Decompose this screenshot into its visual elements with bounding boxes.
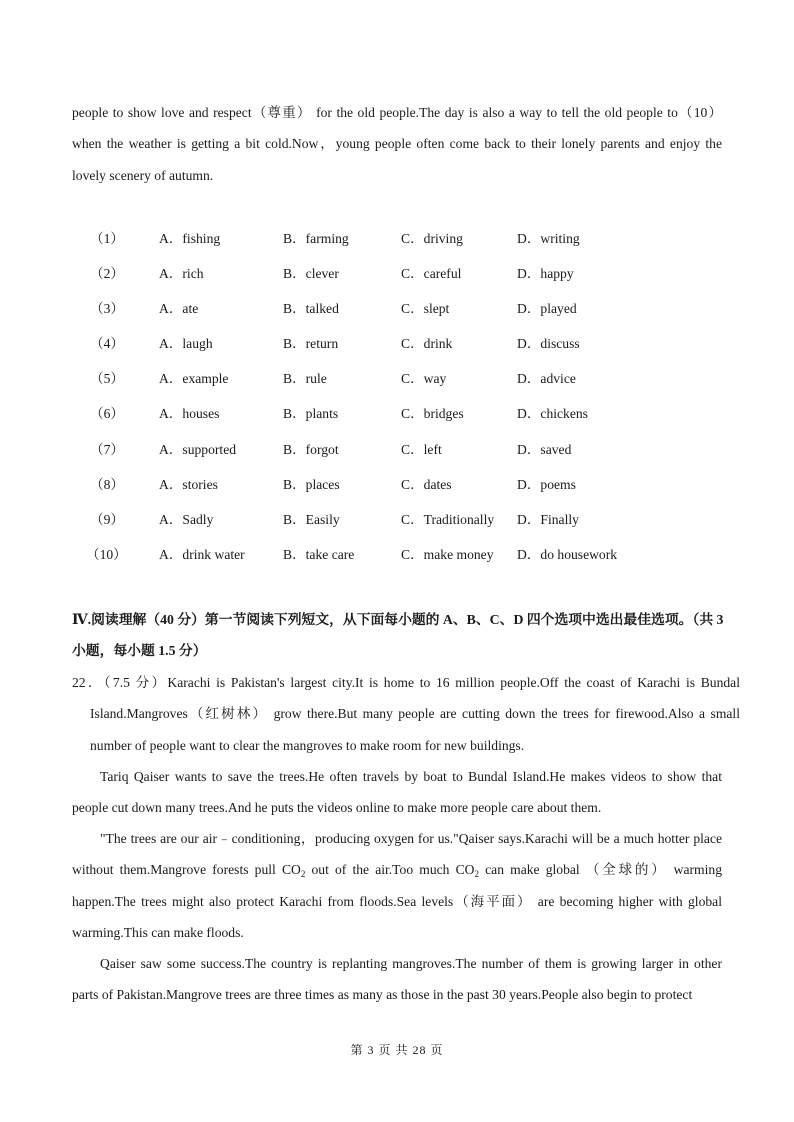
- option-number: （10）: [86, 547, 127, 562]
- option-b: B．Easily: [283, 512, 340, 527]
- page-footer: 第 3 页 共 28 页: [350, 1043, 444, 1057]
- option-number: （5）: [90, 371, 124, 386]
- option-number: （2）: [90, 266, 124, 281]
- option-number: （1）: [90, 231, 124, 246]
- option-b: B．return: [283, 336, 339, 351]
- co2-subscript: 2: [300, 869, 306, 880]
- option-number: （7）: [90, 442, 124, 457]
- option-c: C．way: [401, 371, 447, 386]
- option-d: D．discuss: [517, 336, 580, 351]
- option-b: B．rule: [283, 371, 327, 386]
- option-row-6: [90, 404, 710, 424]
- paragraph-3-text-1: "The trees are our air﹣conditioning，producing oxygen for us."Qaiser says.Karachi will be a much hotter place without them.Mangrove forests pull CO: [72, 831, 722, 878]
- option-c: C．bridges: [401, 406, 464, 421]
- passage-paragraph-4: Qaiser saw some success.The country is replanting mangroves.The number of them is growing larger in other parts of Pakistan.Mangrove trees are three times as many as those in the past 30 years.People also begin to protect: [72, 956, 722, 1003]
- option-d: D．happy: [517, 266, 574, 281]
- option-a: A．rich: [159, 266, 204, 281]
- option-number: （6）: [90, 406, 124, 421]
- option-c: C．drink: [401, 336, 453, 351]
- option-c: C．dates: [401, 477, 452, 492]
- option-b: B．plants: [283, 406, 339, 421]
- option-d: D．chickens: [517, 406, 588, 421]
- option-b: B．talked: [283, 301, 339, 316]
- option-a: A．supported: [159, 442, 237, 457]
- passage-paragraph-2: Tariq Qaiser wants to save the trees.He often travels by boat to Bundal Island.He makes videos to show that people cut down many trees.And he puts the videos online to make more people care about them.: [72, 769, 722, 816]
- intro-paragraph: people to show love and respect（尊重） for the old people.The day is also a way to tell the old people to（10） when the weather is getting a bit cold.Now，young people often come back to their lonely parents and enjoy the lovely scenery of autumn.: [72, 105, 722, 183]
- option-a: A．fishing: [159, 231, 221, 246]
- option-c: C．make money: [401, 547, 494, 562]
- option-c: C．slept: [401, 301, 450, 316]
- question-22-paragraph: 22．（7.5 分）Karachi is Pakistan's largest city.It is home to 16 million people.Off the coast of Karachi is Bundal Island.Mangroves（红树林） grow there.But many people are cutting down the trees for firewood.Also a small number of people want to clear the mangroves to make room for new buildings.: [72, 675, 740, 753]
- paragraph-3-text-2: out of the air.Too much CO: [305, 862, 475, 878]
- option-d: D．played: [517, 301, 577, 316]
- option-b: B．forgot: [283, 442, 339, 457]
- option-a: A．laugh: [159, 336, 213, 351]
- option-d: D．saved: [517, 442, 572, 457]
- option-b: B．farming: [283, 231, 349, 246]
- option-row-1: [90, 229, 710, 249]
- option-number: （4）: [90, 336, 124, 351]
- option-row-2: [90, 264, 710, 284]
- option-c: C．Traditionally: [401, 512, 495, 527]
- option-number: （8）: [90, 477, 124, 492]
- paragraph-3-text-3: can make global （全球的） warming happen.The trees might also protect Karachi from floods.Sea levels（海平面） are becoming higher with global warming.This can make floods.: [72, 862, 722, 940]
- option-row-4: [90, 334, 710, 354]
- option-row-10: [86, 545, 710, 565]
- option-a: A．drink water: [159, 547, 245, 562]
- passage-paragraph-3: [72, 823, 722, 948]
- option-c: C．driving: [401, 231, 463, 246]
- option-c: C．careful: [401, 266, 462, 281]
- option-b: B．clever: [283, 266, 339, 281]
- co2-subscript: 2: [474, 869, 479, 880]
- option-row-7: [90, 440, 710, 460]
- option-a: A．Sadly: [159, 512, 214, 527]
- section-heading: Ⅳ.阅读理解（40 分）第一节阅读下列短文，从下面每小题的 A、B、C、D 四个选项中选出最佳选项。（共 3 小题，每小题 1.5 分）: [72, 612, 724, 659]
- option-a: A．houses: [159, 406, 220, 421]
- option-row-3: [90, 299, 710, 319]
- option-a: A．ate: [159, 301, 199, 316]
- option-b: B．take care: [283, 547, 355, 562]
- option-number: （3）: [90, 301, 124, 316]
- option-number: （9）: [90, 512, 124, 527]
- option-row-9: [90, 510, 710, 530]
- option-d: D．poems: [517, 477, 576, 492]
- option-a: A．stories: [159, 477, 218, 492]
- option-a: A．example: [159, 371, 229, 386]
- option-d: D．advice: [517, 371, 576, 386]
- option-row-8: [90, 475, 710, 495]
- option-row-5: [90, 369, 710, 389]
- option-d: D．do housework: [517, 547, 618, 562]
- option-d: D．writing: [517, 231, 580, 246]
- option-d: D．Finally: [517, 512, 579, 527]
- option-c: C．left: [401, 442, 442, 457]
- option-b: B．places: [283, 477, 340, 492]
